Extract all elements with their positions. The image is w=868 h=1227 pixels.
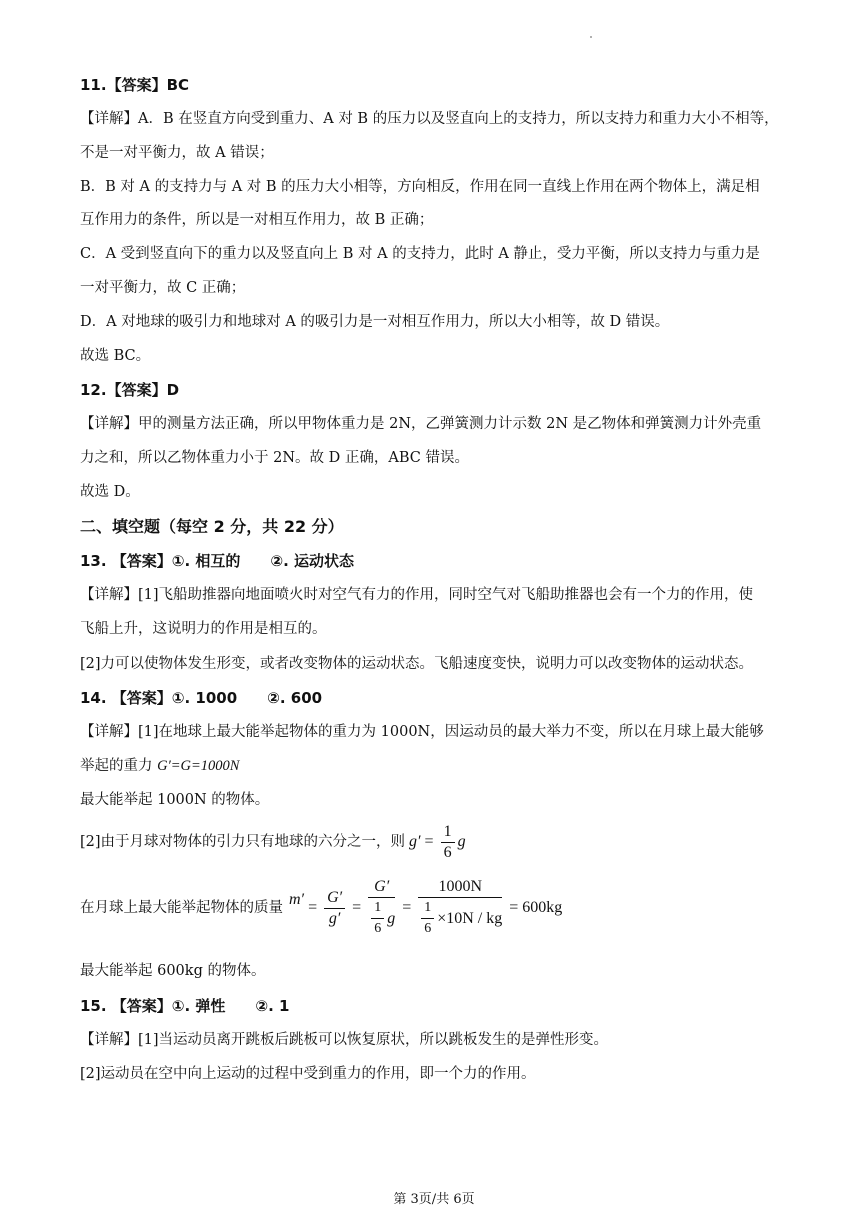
q12-heading: 12.【答案】D (80, 381, 180, 399)
q11-line: 一对平衡力，故 C 正确； (80, 280, 246, 296)
q13-line: 【详解】[1]飞船助推器向地面喷火时对空气有力的作用，同时空气对飞船助推器也会有一个力的作用，使 (80, 587, 754, 603)
fraction-one-sixth (371, 898, 384, 939)
q11-heading: 11.【答案】BC (80, 76, 190, 94)
q15-line: 【详解】[1]当运动员离开跳板后跳板可以恢复原状，所以跳板发生的是弹性形变。 (80, 1032, 609, 1048)
fraction-one-sixth (441, 822, 455, 863)
denominator (418, 898, 502, 939)
q12-line: 【详解】甲的测量方法正确，所以甲物体重力是 2N，乙弹簧测力计示数 2N 是乙物体和弹簧测力计外壳重 (80, 416, 762, 432)
g-symbol: g (457, 833, 466, 850)
times-10N-per-kg: ×10N / kg (437, 909, 503, 927)
q14-formula: G′=G=1000N (157, 758, 240, 774)
numerator: 1000N (418, 877, 502, 898)
result-600kg: = 600kg (509, 899, 563, 916)
q14-line (80, 756, 239, 776)
q14-line-text: 在月球上最大能举起物体的质量 (80, 900, 283, 916)
q14-line: 最大能举起 600kg 的物体。 (80, 963, 266, 979)
q15-heading: 15. 【答案】①. 弹性 ②. 1 (80, 997, 290, 1015)
fraction-one-sixth (421, 898, 434, 939)
q13-heading: 13. 【答案】①. 相互的 ②. 运动状态 (80, 552, 355, 570)
m-prime: m′ (289, 891, 305, 908)
fraction-1000N-over-weight (418, 877, 502, 939)
q11-line: 【详解】A．B 在竖直方向受到重力、A 对 B 的压力以及竖直向上的支持力，所以支持力和重力大小不相等， (80, 111, 779, 127)
fraction-G-over-g (324, 888, 345, 929)
g-symbol: g (387, 909, 396, 927)
q11-line: 不是一对平衡力，故 A 错误； (80, 145, 274, 161)
section-title: 二、填空题（每空 2 分，共 22 分） (80, 517, 344, 536)
q12-line: 力之和，所以乙物体重力小于 2N。故 D 正确，ABC 错误。 (80, 450, 469, 466)
denominator: g′ (328, 909, 341, 927)
numerator: 1 (421, 898, 434, 919)
q11-line: B．B 对 A 的支持力与 A 对 B 的压力大小相等，方向相反，作用在同一直线上作用在两个物体上，满足相 (80, 179, 760, 195)
scan-dot (590, 36, 592, 38)
denominator: 6 (424, 921, 432, 936)
numerator: G′ (324, 888, 345, 909)
equals-sign: = (308, 899, 318, 916)
q14-line-text: [2]由于月球对物体的引力只有地球的六分之一，则 (80, 834, 406, 850)
q11-line: 故选 BC。 (80, 348, 151, 364)
q14-heading: 14. 【答案】①. 1000 ②. 600 (80, 689, 323, 707)
q11-line: 互作用力的条件，所以是一对相互作用力，故 B 正确； (80, 212, 434, 228)
q14-line-mass (80, 872, 562, 944)
denominator (368, 898, 395, 939)
denominator: 6 (374, 921, 382, 936)
q12-line: 故选 D。 (80, 484, 140, 500)
page-number: 第 3页/共 6页 (393, 1192, 475, 1207)
q13-line: [2]力可以使物体发生形变，或者改变物体的运动状态。飞船速度变快，说明力可以改变物体的运动状态。 (80, 656, 754, 672)
q15-line: [2]运动员在空中向上运动的过程中受到重力的作用，即一个力的作用。 (80, 1066, 536, 1082)
numerator: 1 (371, 898, 384, 919)
equals-sign: = (424, 833, 434, 850)
q14-line: 【详解】[1]在地球上最大能举起物体的重力为 1000N，因运动员的最大举力不变，所以在月球上最大能够 (80, 724, 764, 740)
q14-line: 最大能举起 1000N 的物体。 (80, 792, 270, 808)
q14-line-gravity (80, 820, 466, 864)
q13-line: 飞船上升，这说明力的作用是相互的。 (80, 621, 327, 637)
q11-line: C．A 受到竖直向下的重力以及竖直向上 B 对 A 的支持力，此时 A 静止，受力平衡，所以支持力与重力是 (80, 246, 760, 262)
denominator: 6 (443, 843, 452, 861)
equals-sign: = (402, 899, 412, 916)
numerator: G′ (368, 877, 395, 898)
g-prime: g′ (409, 833, 421, 850)
fraction-G-over-sixth-g (368, 877, 395, 939)
equals-sign: = (352, 899, 362, 916)
q14-line-text: 举起的重力 (80, 758, 158, 774)
q11-line: D．A 对地球的吸引力和地球对 A 的吸引力是一对相互作用力，所以大小相等，故 D 错误。 (80, 314, 670, 330)
numerator: 1 (441, 822, 455, 843)
